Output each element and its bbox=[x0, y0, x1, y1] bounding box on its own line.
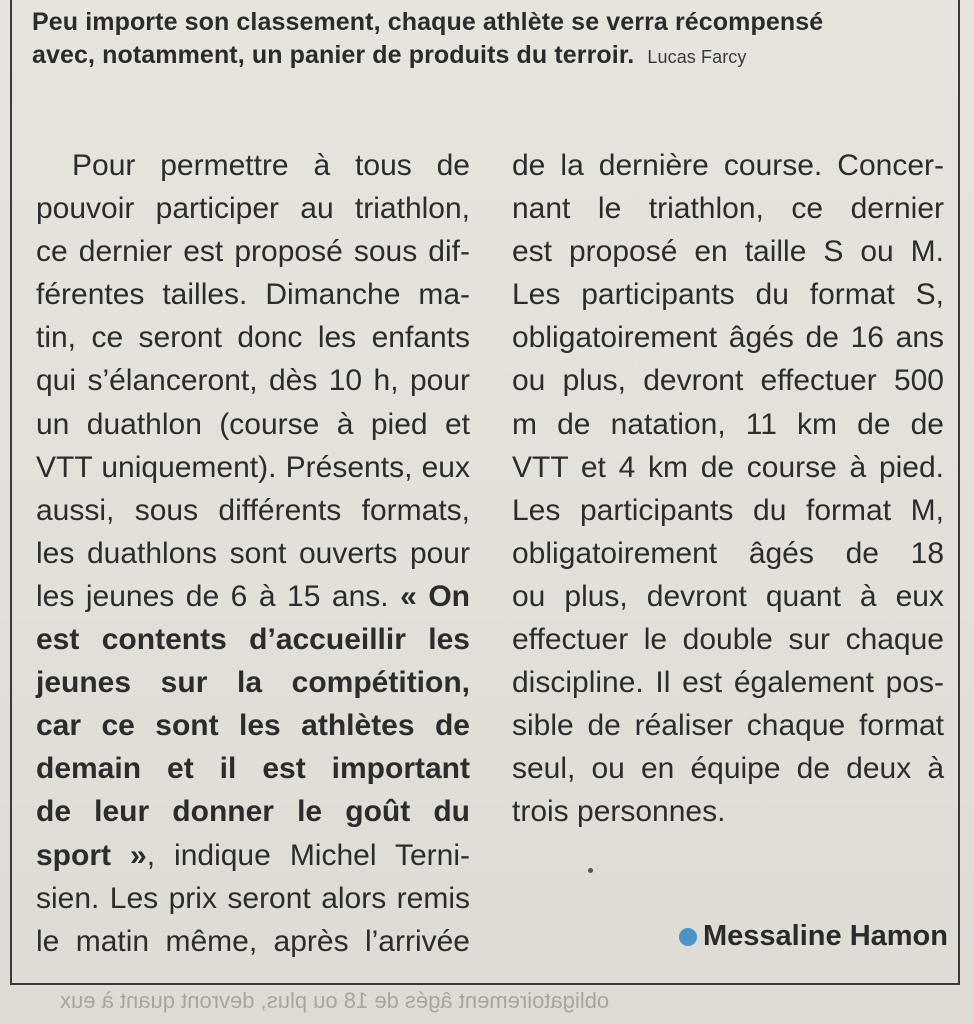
quote-segment: sport » bbox=[36, 838, 147, 872]
photo-caption bbox=[32, 6, 852, 74]
text-line: trois personnes. bbox=[512, 795, 726, 829]
text-segment: , indique Michel Terni- bbox=[146, 838, 470, 872]
text-line: m de natation, 11 km de de bbox=[512, 407, 944, 441]
photo-credit: Lucas Farcy bbox=[647, 47, 747, 67]
text-line: sible de réaliser chaque format bbox=[512, 709, 944, 743]
text-line bbox=[36, 575, 470, 618]
text-line bbox=[36, 834, 470, 877]
text-line: pouvoir participer au triathlon, bbox=[36, 192, 470, 226]
quote-line: de leur donner le goût du bbox=[36, 795, 470, 829]
text-line: aussi, sous différents formats, bbox=[36, 493, 470, 527]
text-line: Pour permettre à tous de bbox=[72, 149, 470, 182]
text-line: VTT uniquement). Présents, eux bbox=[36, 450, 470, 484]
text-line: obligatoirement âgés de 16 ans bbox=[512, 321, 944, 355]
quote-line: car ce sont les athlètes de bbox=[36, 709, 470, 743]
quote-line: jeunes sur la compétition, bbox=[36, 666, 470, 700]
text-line: férentes tailles. Dimanche ma- bbox=[36, 278, 470, 312]
text-line: les duathlons sont ouverts pour bbox=[36, 536, 470, 570]
text-line: qui s’élanceront, dès 10 h, pour bbox=[36, 364, 470, 398]
quote-line: est contents d’accueillir les bbox=[36, 623, 470, 657]
text-line: tin, ce seront donc les enfants bbox=[36, 321, 470, 355]
text-line: obligatoirement âgés de 18 bbox=[512, 536, 944, 570]
author-signature bbox=[679, 920, 948, 953]
text-line: VTT et 4 km de course à pied. bbox=[512, 450, 944, 484]
text-line: nant le triathlon, ce dernier bbox=[512, 192, 944, 226]
text-line: effectuer le double sur chaque bbox=[512, 623, 944, 657]
text-line: de la dernière course. Concer- bbox=[512, 149, 944, 182]
ink-speck bbox=[588, 868, 593, 873]
article-column-left bbox=[36, 144, 470, 963]
blue-dot-icon bbox=[679, 928, 697, 946]
text-line: ou plus, devront quant à eux bbox=[512, 579, 944, 613]
text-line: seul, ou en équipe de deux à bbox=[512, 752, 944, 786]
text-segment: les jeunes de 6 à 15 ans. bbox=[36, 579, 389, 613]
article-column-right bbox=[512, 144, 944, 834]
text-line: sien. Les prix seront alors remis bbox=[36, 881, 470, 915]
quote-line: demain et il est important bbox=[36, 752, 470, 786]
text-line: ce dernier est proposé sous dif- bbox=[36, 235, 470, 269]
text-line: est proposé en taille S ou M. bbox=[512, 235, 944, 269]
text-line: ou plus, devront effectuer 500 bbox=[512, 364, 944, 398]
bleed-through-text: obligatoirement âgés de 18 ou plus, devront quant à eux bbox=[60, 988, 610, 1013]
text-line: discipline. Il est également pos- bbox=[512, 666, 944, 700]
text-line: un duathlon (course à pied et bbox=[36, 407, 470, 441]
author-name: Messaline Hamon bbox=[703, 920, 948, 952]
caption-text: Peu importe son classement, chaque athlète se verra récompensé avec, notamment, un panier de produits du terroir. bbox=[32, 8, 824, 69]
quote-segment: « On bbox=[400, 579, 470, 613]
text-line: Les participants du format M, bbox=[512, 493, 944, 527]
text-line: le matin même, après l’arrivée bbox=[36, 924, 470, 958]
text-line: Les participants du format S, bbox=[512, 278, 944, 312]
